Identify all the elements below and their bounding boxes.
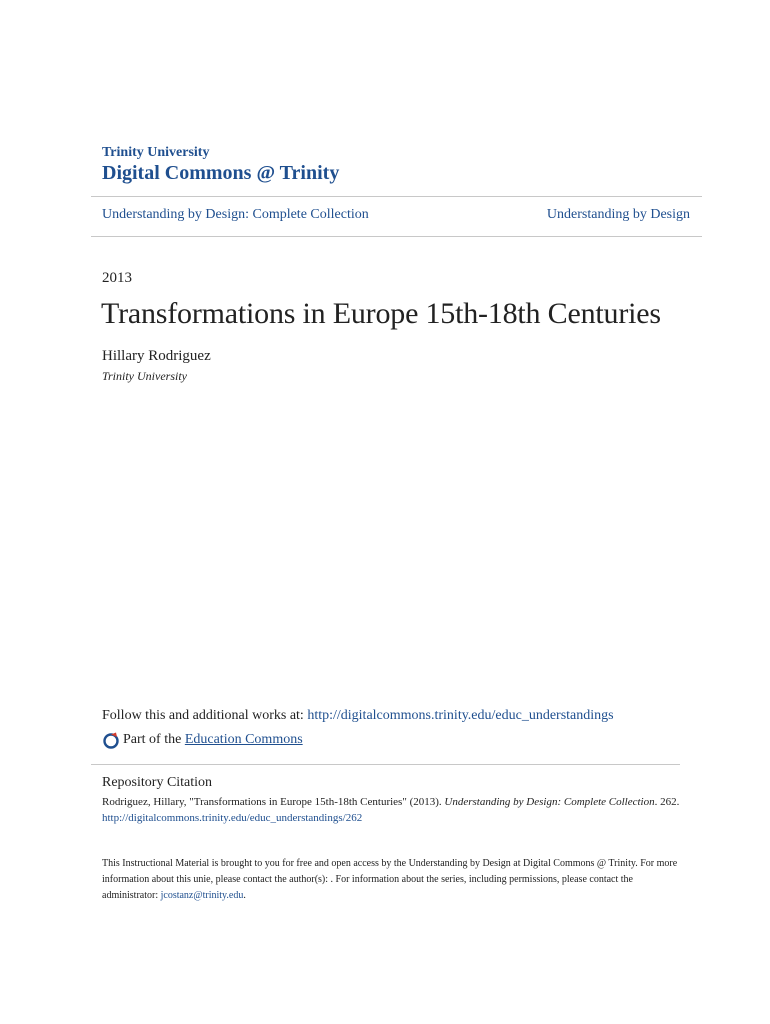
part-of-prefix: Part of the [123, 732, 182, 747]
bepress-network-icon [102, 731, 120, 749]
admin-email-link[interactable]: jcostanz@trinity.edu [160, 890, 244, 901]
notice-end: . [243, 890, 246, 901]
collection-link[interactable]: Understanding by Design: Complete Collection [102, 207, 369, 222]
citation-url-link[interactable]: http://digitalcommons.trinity.edu/educ_understandings/262 [102, 812, 363, 824]
author-name: Hillary Rodriguez [102, 348, 211, 364]
header-rule-bottom [91, 236, 702, 237]
follow-prefix: Follow this and additional works at: [102, 708, 308, 723]
citation-text [102, 796, 679, 808]
follow-line [102, 708, 614, 724]
publication-year: 2013 [102, 270, 132, 286]
university-name: Trinity University [102, 145, 210, 160]
citation-rule [91, 764, 680, 765]
series-link[interactable]: Understanding by Design [546, 207, 690, 222]
education-commons-link[interactable]: Education Commons [184, 732, 303, 747]
part-of-line [102, 731, 303, 749]
citation-suffix: . 262. [654, 796, 680, 808]
repository-title-link[interactable]: Digital Commons @ Trinity [102, 162, 340, 184]
notice-text: This Instructional Material is brought to you for free and open access by the Understanding by Design at Digital Commons @ Trinity. For more information about this unie, please contact the author(s): . For information about the series, including permissions, please contact the administrator: [102, 858, 678, 901]
citation-plain: Rodriguez, Hillary, "Transformations in Europe 15th-18th Centuries" (2013). [102, 796, 445, 808]
follow-url-link[interactable]: http://digitalcommons.trinity.edu/educ_understandings [307, 708, 614, 723]
author-affiliation: Trinity University [102, 369, 187, 383]
citation-collection: Understanding by Design: Complete Collection [444, 796, 655, 808]
citation-heading: Repository Citation [102, 775, 213, 790]
document-title: Transformations in Europe 15th-18th Centuries [101, 297, 661, 330]
header-rule-top [91, 196, 702, 197]
access-notice [102, 856, 682, 904]
